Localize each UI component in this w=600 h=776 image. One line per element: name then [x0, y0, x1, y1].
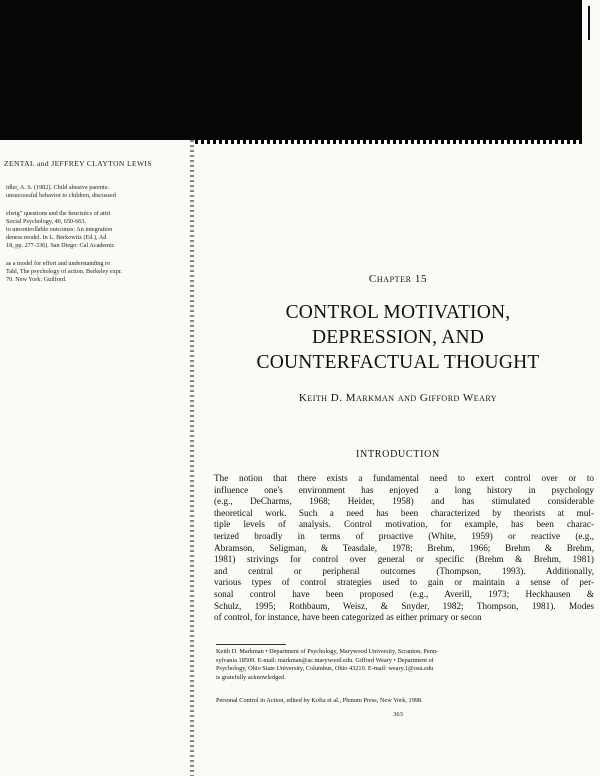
chapter-authors: Keith D. Markman and Gifford Weary — [298, 392, 498, 404]
body-line: of control, for instance, have been categorized as either primary or secon — [214, 612, 482, 623]
scan-black-band — [0, 0, 582, 140]
title-line: DEPRESSION, AND — [311, 327, 485, 348]
left-reference-block — [0, 260, 186, 284]
body-line: influence one's environment has enjoyed a long history in psychology — [214, 484, 594, 495]
footnote-line: Keith D. Markman • Department of Psychology, Marywood University, Scranton, Penn- — [216, 648, 439, 655]
body-line: The notion that there exists a fundamental need to exert control over or to — [214, 473, 594, 483]
chapter-title — [198, 300, 598, 375]
reference-line: Social Psychology, 40, 650-663. — [6, 218, 87, 225]
reference-line: as a model for effort and understanding re — [6, 260, 110, 267]
body-line: theoretical work. Such a need has been characterized by theorists at mul- — [214, 507, 594, 518]
reference-line: 70. New York: Guilford. — [6, 276, 67, 283]
body-line: various types of control strategies used to gain or maintain a sense of per- — [214, 577, 594, 588]
body-line: and central or peripheral outcomes (Thompson, 1993). Additionally, — [214, 565, 594, 576]
reference-line: Tahl, The psychology of action. Berkeley expr. — [6, 268, 123, 275]
left-page-fragment — [0, 160, 186, 294]
left-reference-block — [0, 184, 186, 200]
section-heading: INTRODUCTION — [356, 449, 440, 460]
footnote-line: is gratefully acknowledged. — [216, 673, 286, 681]
reference-line: to uncontrollable outcomes: An integration — [6, 226, 113, 233]
reference-line: 18, pp. 277-336). San Diego: Cal Academic — [6, 242, 115, 249]
body-line: sonal control have been proposed (e.g., Averill, 1973; Heckhausen & — [214, 588, 594, 599]
left-reference-block — [0, 210, 186, 250]
body-line: 1981) strivings for control over general or specific (Brehm & Brehm, 1981) — [214, 554, 594, 565]
title-line: COUNTERFACTUAL THOUGHT — [256, 352, 540, 373]
left-running-header: ZENTAL and JEFFREY CLAYTON LEWIS — [4, 160, 152, 168]
body-line: Schulz, 1995; Rothbaum, Weisz, & Snyder, 1982; Thompson, 1981). Modes — [214, 600, 594, 611]
body-line: (e.g., DeCharms, 1968; Heider, 1958) and has stimulated considerable — [214, 496, 594, 507]
author-footnote — [216, 648, 594, 682]
book-gutter — [190, 140, 194, 776]
body-line: Abramson, Seligman, & Teasdale, 1978; Brehm, 1966; Brehm & Brehm, — [214, 542, 594, 553]
body-line: tiple levels of analysis. Control motivation, for example, has been charac- — [214, 519, 594, 530]
chapter-opening-page — [198, 140, 600, 776]
reference-line: idler, A. S. (1982). Child abusive parents: — [6, 184, 109, 191]
body-line: terized broadly in terms of proactive (White, 1959) or reactive (e.g., — [214, 530, 594, 541]
footnote-line: Psychology, Ohio State University, Columbus, Ohio 43210. E-mail: weary.1@osu.edu — [216, 665, 434, 673]
page-number: 363 — [393, 711, 403, 718]
footnote-rule — [216, 644, 286, 645]
footnote-line: sylvania 18509. E-mail: markman@ac.marywood.edu. Gifford Weary • Department of — [216, 656, 434, 664]
body-paragraph — [214, 473, 594, 624]
book-citation: Personal Control in Action, edited by Kofta et al., Plenum Press, New York, 1998. — [216, 697, 423, 704]
scan-edge-mark — [588, 6, 590, 40]
chapter-label: Chapter 15 — [368, 273, 428, 285]
title-line: CONTROL MOTIVATION, — [285, 302, 511, 323]
reference-line: elwig" questions and the heuristics of attri — [6, 210, 111, 217]
reference-line: deness model. In L. Berkowitz (Ed.), Ad — [6, 234, 107, 241]
reference-line: unsuccessful behavior to children, discussed — [6, 192, 116, 199]
